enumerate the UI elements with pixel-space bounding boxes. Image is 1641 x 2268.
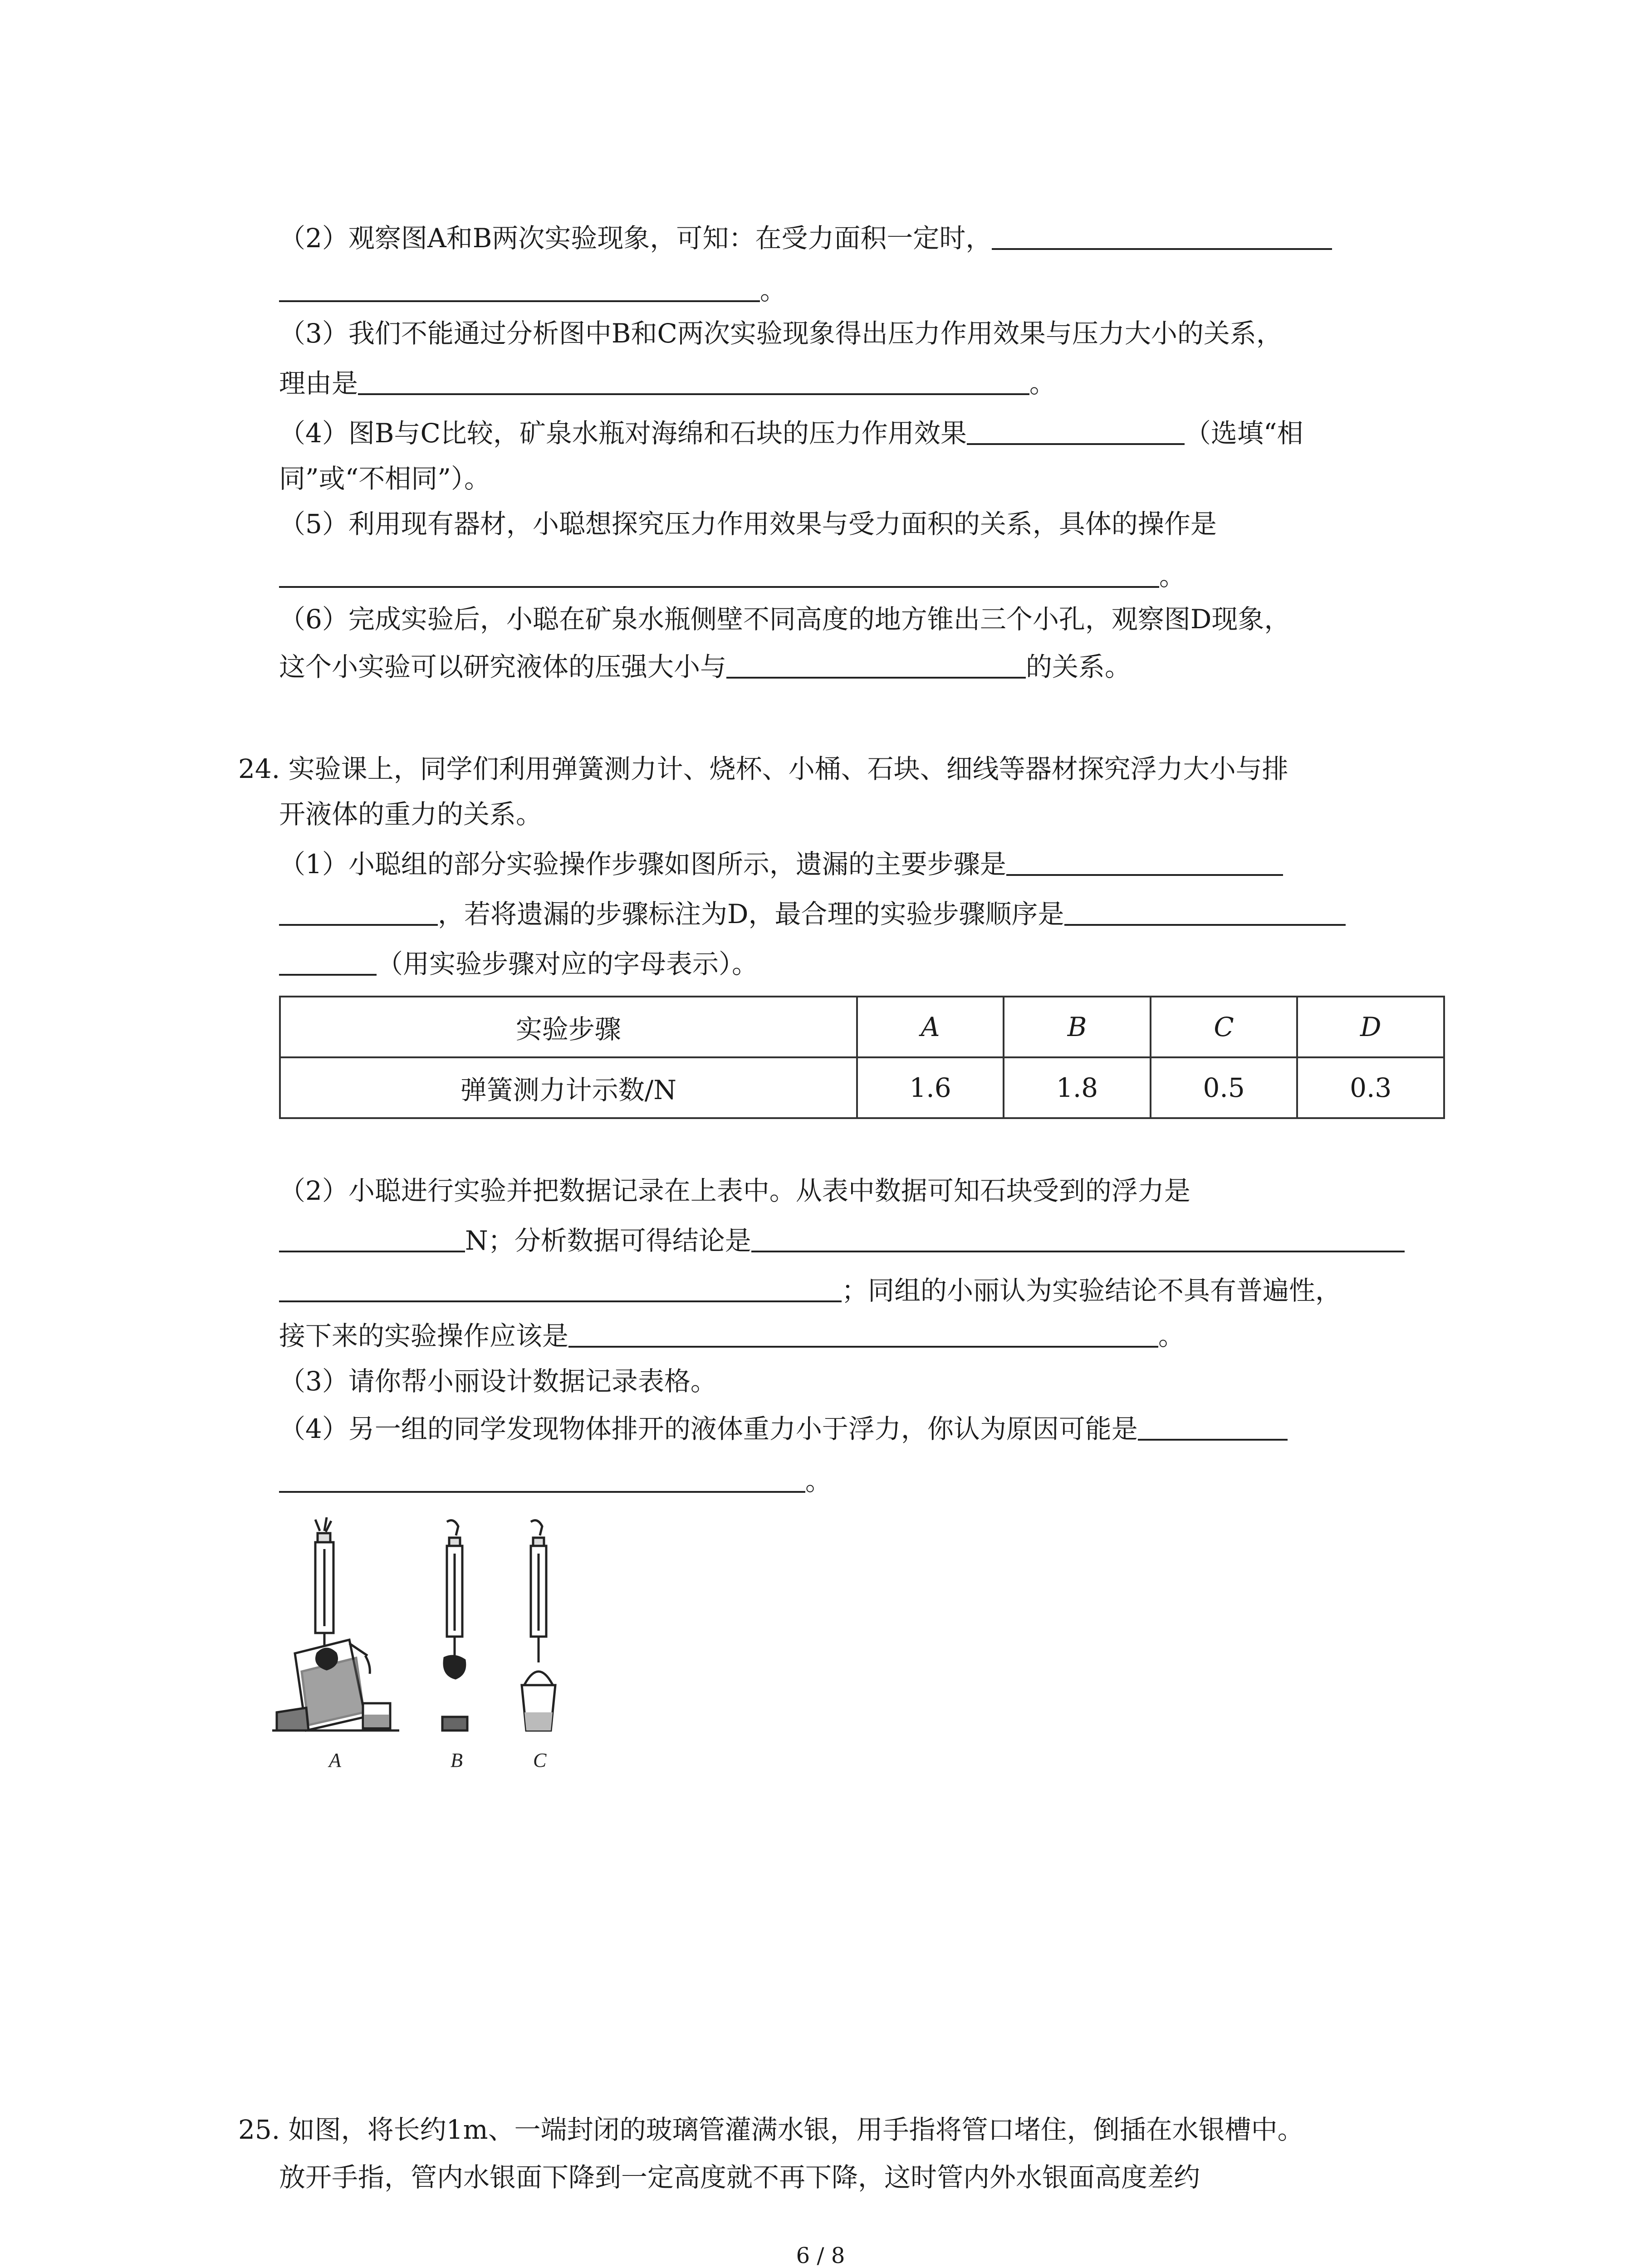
table-cell: 1.6 [857,1057,1004,1118]
q23-p4-line2: 同”或“不相同”）。 [279,463,490,494]
q24-p1-line1: （1）小聪组的部分实验操作步骤如图所示，遗漏的主要步骤是 [279,846,1283,882]
answer-blank[interactable] [568,1319,1158,1348]
answer-blank[interactable] [279,559,1159,588]
table-cell: 1.8 [1004,1057,1151,1118]
table-cell: 弹簧测力计示数/N [280,1057,857,1118]
page-number: 6 / 8 [796,2243,845,2268]
q24-p4-line2: 。 [279,1463,832,1499]
table-header-cell: C [1151,997,1298,1057]
figure-label-c: C [533,1749,547,1771]
q24-intro-line2: 开液体的重力的关系。 [279,799,543,830]
q23-p2-line2: 。 [279,272,786,308]
table-row [280,997,1444,1057]
answer-blank[interactable] [279,273,760,302]
answer-blank[interactable] [726,650,1026,679]
data-table [279,996,1445,1119]
q24-p3: （3）请你帮小丽设计数据记录表格。 [279,1366,717,1397]
answer-blank[interactable] [1138,1412,1288,1441]
table-cell: 0.3 [1297,1057,1444,1118]
table-header-cell: D [1297,997,1444,1057]
answer-blank[interactable] [279,947,377,976]
figure-c [522,1520,555,1730]
q24-p4-line1: （4）另一组的同学发现物体排开的液体重力小于浮力，你认为原因可能是 [279,1411,1288,1447]
answer-blank[interactable] [358,366,1029,395]
figure-b [442,1520,467,1730]
q24-p2-line4: 接下来的实验操作应该是 。 [279,1318,1185,1354]
table-header-cell: A [857,997,1004,1057]
figure-label-a: A [329,1749,341,1771]
q24-p1-line2: ，若将遗漏的步骤标注为D，最合理的实验步骤顺序是 [279,896,1346,932]
q23-p2-line1: （2）观察图A和B两次实验现象，可知：在受力面积一定时， [279,220,1332,256]
q23-p3-line1: （3）我们不能通过分析图中B和C两次实验现象得出压力作用效果与压力大小的关系， [279,318,1283,349]
q24-p2-line1: （2）小聪进行实验并把数据记录在上表中。从表中数据可知石块受到的浮力是 [279,1175,1190,1206]
answer-blank[interactable] [279,1273,842,1302]
figure-label-b: B [451,1749,463,1771]
q25-line1: 25. 如图，将长约1m、一端封闭的玻璃管灌满水银，用手指将管口堵住，倒插在水银槽中。 [238,2114,1304,2145]
experiment-figure [272,1517,635,1789]
table-header-cell: 实验步骤 [280,997,857,1057]
answer-blank[interactable] [279,1223,465,1252]
answer-blank[interactable] [992,221,1332,250]
answer-blank[interactable] [967,416,1185,445]
q25-line2: 放开手指，管内水银面下降到一定高度就不再下降，这时管内外水银面高度差约 [279,2162,1200,2193]
q24-p2-line2: N；分析数据可得结论是 [279,1222,1405,1259]
answer-blank[interactable] [1006,847,1283,876]
answer-blank[interactable] [279,1464,805,1493]
table-header-cell: B [1004,997,1151,1057]
table-row [280,1057,1444,1118]
q23-p5-line2: 。 [279,558,1185,594]
figure-a [272,1517,399,1730]
answer-blank[interactable] [1064,897,1346,926]
q23-p3-line2: 理由是 。 [279,365,1056,401]
q23-p6-line1: （6）完成实验后，小聪在矿泉水瓶侧壁不同高度的地方锥出三个小孔，观察图D现象， [279,604,1291,635]
q24-p2-line3: ；同组的小丽认为实验结论不具有普遍性， [279,1272,1342,1309]
q24-intro-line1: 24. 实验课上，同学们利用弹簧测力计、烧杯、小桶、石块、细线等器材探究浮力大小与排 [238,753,1288,784]
table-cell: 0.5 [1151,1057,1298,1118]
q24-p1-line3: （用实验步骤对应的字母表示）。 [279,946,758,982]
q23-p4-line1: （4）图B与C比较，矿泉水瓶对海绵和石块的压力作用效果 （选填“相 [279,415,1303,451]
answer-blank[interactable] [751,1223,1405,1252]
q23-p5-line1: （5）利用现有器材，小聪想探究压力作用效果与受力面积的关系，具体的操作是 [279,508,1217,539]
q23-p6-line2: 这个小实验可以研究液体的压强大小与 的关系。 [279,649,1131,685]
answer-blank[interactable] [279,897,438,926]
